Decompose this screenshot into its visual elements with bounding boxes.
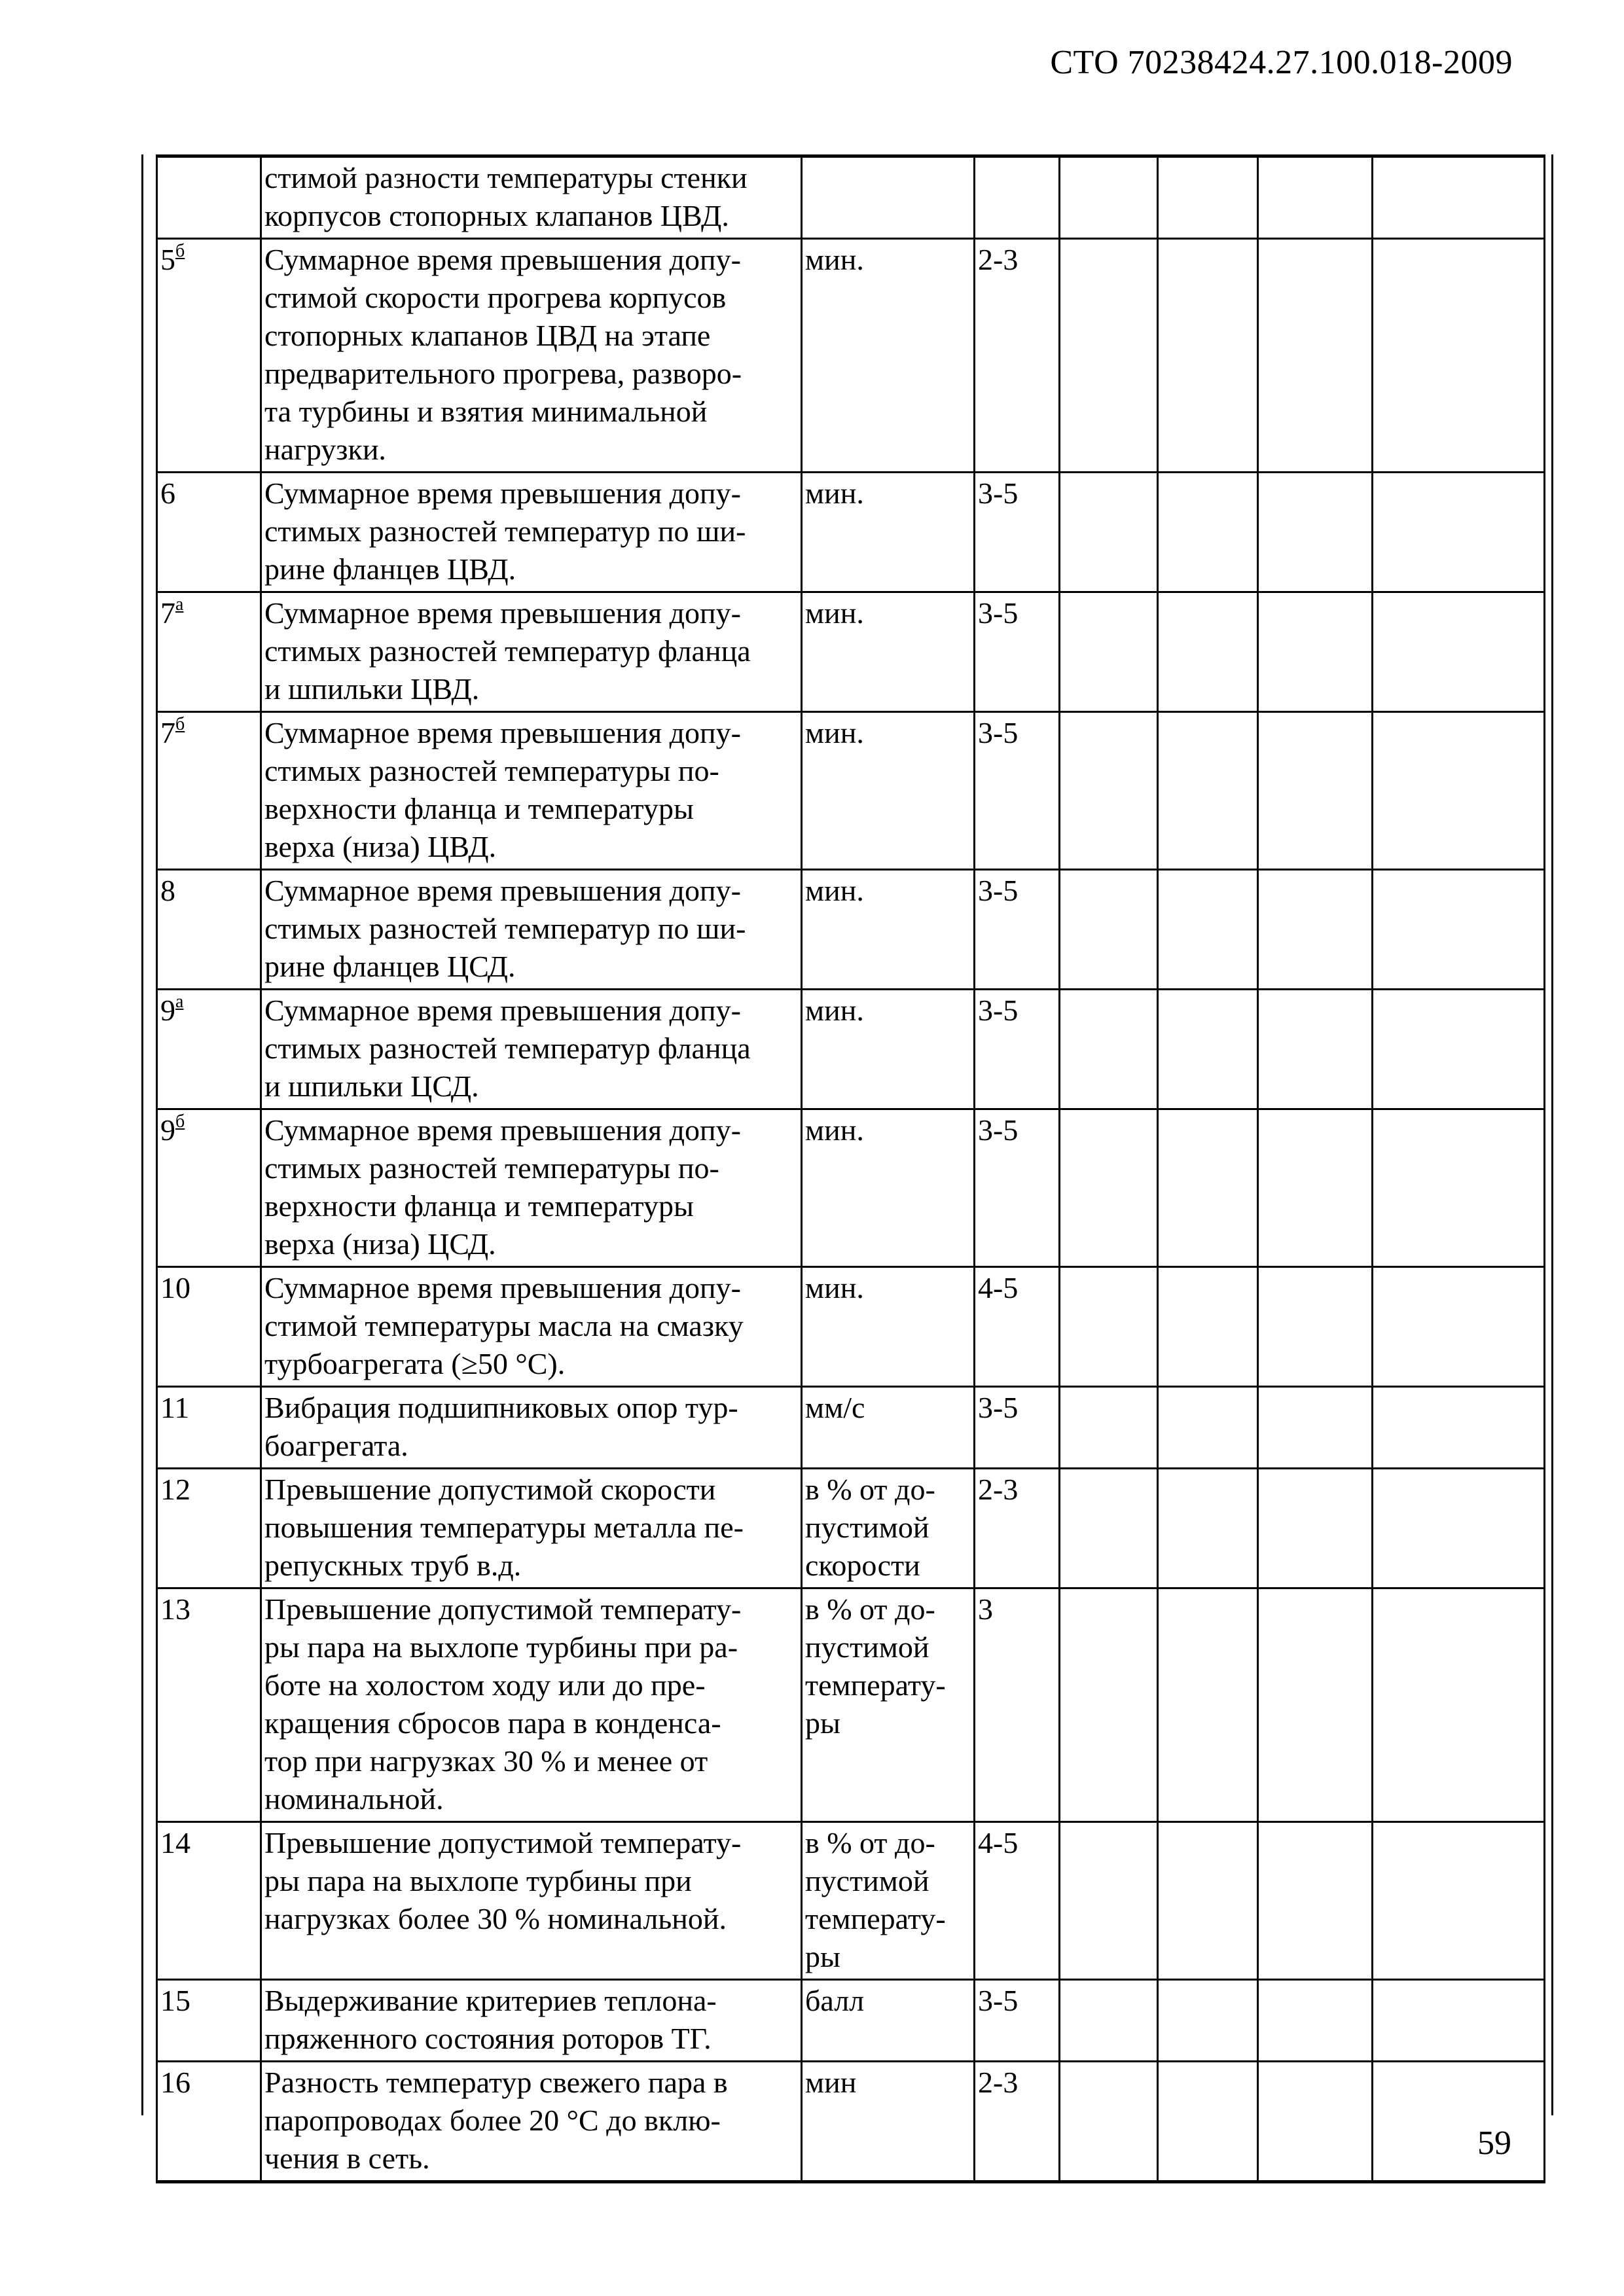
empty-cell	[1258, 1387, 1373, 1469]
criterion-description-line: паропроводах более 20 °С до вклю-	[264, 2104, 721, 2137]
criterion-description-line: Выдерживание критериев теплона-	[264, 1984, 717, 2017]
row-number-cell	[157, 239, 261, 473]
empty-cell	[1158, 592, 1258, 712]
row-number: 9	[160, 1113, 175, 1147]
page-number: 59	[1477, 2125, 1511, 2162]
criterion-description-cell	[261, 1267, 802, 1387]
criterion-description-line: ры пара на выхлопе турбины при	[264, 1864, 692, 1897]
row-number-cell	[157, 870, 261, 990]
unit-cell	[802, 1588, 975, 1822]
criterion-description-cell	[261, 1588, 802, 1822]
unit-cell	[802, 1267, 975, 1387]
criteria-table	[156, 154, 1545, 2183]
empty-cell	[1373, 592, 1545, 712]
empty-cell	[1258, 2062, 1373, 2182]
criterion-description-line: повышения температуры металла пе-	[264, 1511, 744, 1544]
table-row	[157, 712, 1545, 870]
unit-line: мин	[805, 2066, 857, 2099]
row-number-cell	[157, 156, 261, 239]
page-frame-right-line	[1551, 154, 1553, 2115]
unit-line: пустимой	[805, 1864, 929, 1897]
unit-cell	[802, 2062, 975, 2182]
unit-line: в % от до-	[805, 1473, 935, 1506]
empty-cell	[1258, 1267, 1373, 1387]
points-value: 2-3	[978, 2066, 1019, 2099]
points-cell	[975, 239, 1060, 473]
criterion-description-line: та турбины и взятия минимальной	[264, 395, 708, 428]
row-number-index: а	[175, 594, 184, 615]
unit-cell	[802, 870, 975, 990]
empty-cell	[1258, 239, 1373, 473]
empty-cell	[1258, 156, 1373, 239]
row-number: 15	[160, 1984, 190, 2017]
row-number-cell	[157, 592, 261, 712]
table-row	[157, 1469, 1545, 1588]
criterion-description-line: верха (низа) ЦВД.	[264, 830, 497, 863]
unit-line: мин.	[805, 596, 864, 630]
row-number: 6	[160, 476, 175, 510]
empty-cell	[1258, 712, 1373, 870]
empty-cell	[1373, 156, 1545, 239]
row-number: 12	[160, 1473, 190, 1506]
empty-cell	[1373, 1267, 1545, 1387]
criterion-description-cell	[261, 1109, 802, 1267]
row-number-index: а	[175, 992, 184, 1012]
table-row	[157, 990, 1545, 1109]
points-cell	[975, 1980, 1060, 2062]
criterion-description-cell	[261, 156, 802, 239]
criterion-description-line: стимых разностей температуры по-	[264, 754, 719, 787]
empty-cell	[1158, 1387, 1258, 1469]
criterion-description-line: нагрузки.	[264, 433, 386, 466]
criterion-description-line: предварительного прогрева, разворо-	[264, 357, 742, 390]
empty-cell	[1060, 592, 1158, 712]
points-cell	[975, 712, 1060, 870]
row-number-index: б	[175, 714, 185, 734]
empty-cell	[1158, 156, 1258, 239]
table-row	[157, 1267, 1545, 1387]
page-frame-left-line	[141, 154, 143, 2115]
unit-line: мин.	[805, 994, 864, 1027]
criterion-description-line: Суммарное время превышения допу-	[264, 874, 741, 907]
table-row	[157, 1588, 1545, 1822]
unit-line: мин.	[805, 243, 864, 276]
points-value: 3-5	[978, 596, 1019, 630]
criterion-description-line: стопорных клапанов ЦВД на этапе	[264, 319, 711, 352]
criterion-description-line: тор при нагрузках 30 % и менее от	[264, 1744, 708, 1778]
unit-line: температу-	[805, 1668, 946, 1702]
empty-cell	[1373, 1822, 1545, 1980]
points-value: 3-5	[978, 716, 1019, 749]
empty-cell	[1158, 1822, 1258, 1980]
empty-cell	[1373, 712, 1545, 870]
points-value: 4-5	[978, 1826, 1019, 1859]
unit-line: пустимой	[805, 1511, 929, 1544]
points-value: 3-5	[978, 476, 1019, 510]
empty-cell	[1158, 1267, 1258, 1387]
row-number-index: б	[175, 241, 185, 261]
unit-cell	[802, 1822, 975, 1980]
unit-cell	[802, 1980, 975, 2062]
points-cell	[975, 1588, 1060, 1822]
criterion-description-line: репускных труб в.д.	[264, 1549, 522, 1582]
table-row	[157, 592, 1545, 712]
unit-line: ры	[805, 1706, 840, 1740]
points-value: 3-5	[978, 994, 1019, 1027]
table-row	[157, 1387, 1545, 1469]
criterion-description-line: Превышение допустимой температу-	[264, 1592, 742, 1626]
empty-cell	[1258, 1109, 1373, 1267]
criterion-description-line: Превышение допустимой температу-	[264, 1826, 742, 1859]
criterion-description-line: боте на холостом ходу или до пре-	[264, 1668, 706, 1702]
empty-cell	[1158, 239, 1258, 473]
row-number-cell	[157, 2062, 261, 2182]
empty-cell	[1158, 1109, 1258, 1267]
criterion-description-line: стимой температуры масла на смазку	[264, 1309, 744, 1342]
row-number: 9	[160, 994, 175, 1027]
empty-cell	[1373, 1387, 1545, 1469]
empty-cell	[1373, 870, 1545, 990]
table-row	[157, 473, 1545, 592]
criterion-description-line: верхности фланца и температуры	[264, 792, 694, 825]
criterion-description-line: корпусов стопорных клапанов ЦВД.	[264, 199, 729, 232]
points-cell	[975, 473, 1060, 592]
points-value: 4-5	[978, 1271, 1019, 1304]
unit-line: в % от до-	[805, 1592, 935, 1626]
empty-cell	[1373, 1109, 1545, 1267]
points-cell	[975, 1267, 1060, 1387]
row-number-cell	[157, 1387, 261, 1469]
criterion-description-line: верха (низа) ЦСД.	[264, 1227, 496, 1261]
criteria-table-body	[157, 156, 1545, 2182]
criterion-description-line: чения в сеть.	[264, 2142, 430, 2175]
row-number: 11	[160, 1391, 190, 1424]
points-value: 3-5	[978, 1984, 1019, 2017]
criterion-description-line: стимых разностей температур по ши-	[264, 912, 746, 945]
criterion-description-line: и шпильки ЦСД.	[264, 1069, 479, 1103]
unit-line: балл	[805, 1984, 865, 2017]
criterion-description-line: стимых разностей температур фланца	[264, 634, 751, 668]
criterion-description-line: боагрегата.	[264, 1429, 408, 1462]
empty-cell	[1158, 990, 1258, 1109]
criterion-description-cell	[261, 1387, 802, 1469]
empty-cell	[1258, 1469, 1373, 1588]
criterion-description-line: Суммарное время превышения допу-	[264, 1113, 741, 1147]
empty-cell	[1158, 2062, 1258, 2182]
criterion-description-cell	[261, 1822, 802, 1980]
unit-cell	[802, 239, 975, 473]
table-row	[157, 1822, 1545, 1980]
criterion-description-line: верхности фланца и температуры	[264, 1189, 694, 1223]
empty-cell	[1258, 870, 1373, 990]
points-cell	[975, 1387, 1060, 1469]
criterion-description-cell	[261, 2062, 802, 2182]
unit-cell	[802, 1469, 975, 1588]
points-cell	[975, 1109, 1060, 1267]
criterion-description-line: Суммарное время превышения допу-	[264, 476, 741, 510]
row-number: 7	[160, 596, 175, 630]
empty-cell	[1258, 1980, 1373, 2062]
criterion-description-line: кращения сбросов пара в конденса-	[264, 1706, 721, 1740]
criterion-description-line: Суммарное время превышения допу-	[264, 994, 741, 1027]
criterion-description-line: Разность температур свежего пара в	[264, 2066, 728, 2099]
unit-line: мин.	[805, 476, 864, 510]
criterion-description-cell	[261, 239, 802, 473]
criterion-description-line: стимой разности температуры стенки	[264, 161, 748, 194]
row-number: 14	[160, 1826, 190, 1859]
empty-cell	[1060, 712, 1158, 870]
criterion-description-cell	[261, 473, 802, 592]
unit-line: ры	[805, 1940, 840, 1973]
row-number-cell	[157, 1109, 261, 1267]
empty-cell	[1060, 1588, 1158, 1822]
criterion-description-line: Суммарное время превышения допу-	[264, 243, 741, 276]
points-value: 2-3	[978, 1473, 1019, 1506]
unit-line: мин.	[805, 1271, 864, 1304]
table-row	[157, 1980, 1545, 2062]
unit-line: пустимой	[805, 1630, 929, 1664]
criterion-description-line: номинальной.	[264, 1782, 444, 1816]
row-number: 16	[160, 2066, 190, 2099]
row-number: 13	[160, 1592, 190, 1626]
points-cell	[975, 1822, 1060, 1980]
empty-cell	[1373, 1469, 1545, 1588]
unit-cell	[802, 473, 975, 592]
points-cell	[975, 156, 1060, 239]
empty-cell	[1060, 870, 1158, 990]
table-row	[157, 1109, 1545, 1267]
empty-cell	[1373, 2062, 1545, 2182]
empty-cell	[1158, 870, 1258, 990]
criterion-description-line: Суммарное время превышения допу-	[264, 1271, 741, 1304]
criterion-description-line: Превышение допустимой скорости	[264, 1473, 716, 1506]
empty-cell	[1060, 990, 1158, 1109]
empty-cell	[1158, 1469, 1258, 1588]
unit-cell	[802, 156, 975, 239]
empty-cell	[1060, 1822, 1158, 1980]
empty-cell	[1258, 990, 1373, 1109]
unit-line: мин.	[805, 874, 864, 907]
empty-cell	[1060, 1387, 1158, 1469]
criterion-description-line: Вибрация подшипниковых опор тур-	[264, 1391, 738, 1424]
empty-cell	[1158, 712, 1258, 870]
row-number-cell	[157, 473, 261, 592]
row-number: 10	[160, 1271, 190, 1304]
row-number-cell	[157, 1469, 261, 1588]
table-row	[157, 2062, 1545, 2182]
empty-cell	[1060, 1267, 1158, 1387]
document-code: СТО 70238424.27.100.018-2009	[1050, 44, 1513, 81]
empty-cell	[1060, 1980, 1158, 2062]
row-number-index: б	[175, 1111, 185, 1132]
table-row	[157, 156, 1545, 239]
empty-cell	[1158, 1588, 1258, 1822]
points-value: 3-5	[978, 874, 1019, 907]
criterion-description-line: турбоагрегата (≥50 °С).	[264, 1347, 566, 1380]
points-value: 3-5	[978, 1113, 1019, 1147]
unit-line: мин.	[805, 1113, 864, 1147]
row-number: 8	[160, 874, 175, 907]
criterion-description-line: нагрузках более 30 % номинальной.	[264, 1902, 727, 1935]
row-number-cell	[157, 712, 261, 870]
criterion-description-cell	[261, 1980, 802, 2062]
points-cell	[975, 870, 1060, 990]
table-row	[157, 239, 1545, 473]
criterion-description-line: Суммарное время превышения допу-	[264, 596, 741, 630]
row-number: 7	[160, 716, 175, 749]
criterion-description-line: и шпильки ЦВД.	[264, 672, 480, 706]
empty-cell	[1258, 473, 1373, 592]
empty-cell	[1373, 239, 1545, 473]
points-cell	[975, 1469, 1060, 1588]
empty-cell	[1258, 1822, 1373, 1980]
unit-cell	[802, 1387, 975, 1469]
unit-line: мм/с	[805, 1391, 865, 1424]
row-number-cell	[157, 1980, 261, 2062]
criterion-description-line: стимых разностей температур фланца	[264, 1031, 751, 1065]
points-cell	[975, 990, 1060, 1109]
unit-cell	[802, 1109, 975, 1267]
empty-cell	[1158, 1980, 1258, 2062]
unit-cell	[802, 990, 975, 1109]
empty-cell	[1060, 473, 1158, 592]
empty-cell	[1258, 592, 1373, 712]
points-cell	[975, 592, 1060, 712]
empty-cell	[1060, 1109, 1158, 1267]
unit-line: температу-	[805, 1902, 946, 1935]
criterion-description-cell	[261, 870, 802, 990]
empty-cell	[1373, 990, 1545, 1109]
criterion-description-cell	[261, 592, 802, 712]
criterion-description-line: рине фланцев ЦСД.	[264, 950, 516, 983]
criterion-description-line: ры пара на выхлопе турбины при ра-	[264, 1630, 738, 1664]
empty-cell	[1060, 239, 1158, 473]
empty-cell	[1060, 156, 1158, 239]
row-number-cell	[157, 1267, 261, 1387]
row-number: 5	[160, 243, 175, 276]
unit-line: в % от до-	[805, 1826, 935, 1859]
criterion-description-cell	[261, 712, 802, 870]
criterion-description-line: стимой скорости прогрева корпусов	[264, 281, 727, 314]
points-value: 3-5	[978, 1391, 1019, 1424]
empty-cell	[1158, 473, 1258, 592]
empty-cell	[1060, 1469, 1158, 1588]
criterion-description-cell	[261, 990, 802, 1109]
empty-cell	[1373, 1588, 1545, 1822]
unit-line: мин.	[805, 716, 864, 749]
unit-line: скорости	[805, 1549, 920, 1582]
row-number-cell	[157, 990, 261, 1109]
criterion-description-line: стимых разностей температур по ши-	[264, 514, 746, 548]
points-value: 2-3	[978, 243, 1019, 276]
criterion-description-cell	[261, 1469, 802, 1588]
empty-cell	[1373, 473, 1545, 592]
empty-cell	[1060, 2062, 1158, 2182]
empty-cell	[1258, 1588, 1373, 1822]
criterion-description-line: стимых разностей температуры по-	[264, 1151, 719, 1185]
points-cell	[975, 2062, 1060, 2182]
empty-cell	[1373, 1980, 1545, 2062]
criterion-description-line: рине фланцев ЦВД.	[264, 552, 516, 586]
points-value: 3	[978, 1592, 993, 1626]
criterion-description-line: Суммарное время превышения допу-	[264, 716, 741, 749]
unit-cell	[802, 712, 975, 870]
row-number-cell	[157, 1588, 261, 1822]
unit-cell	[802, 592, 975, 712]
criterion-description-line: пряженного состояния роторов ТГ.	[264, 2022, 712, 2055]
table-row	[157, 870, 1545, 990]
row-number-cell	[157, 1822, 261, 1980]
